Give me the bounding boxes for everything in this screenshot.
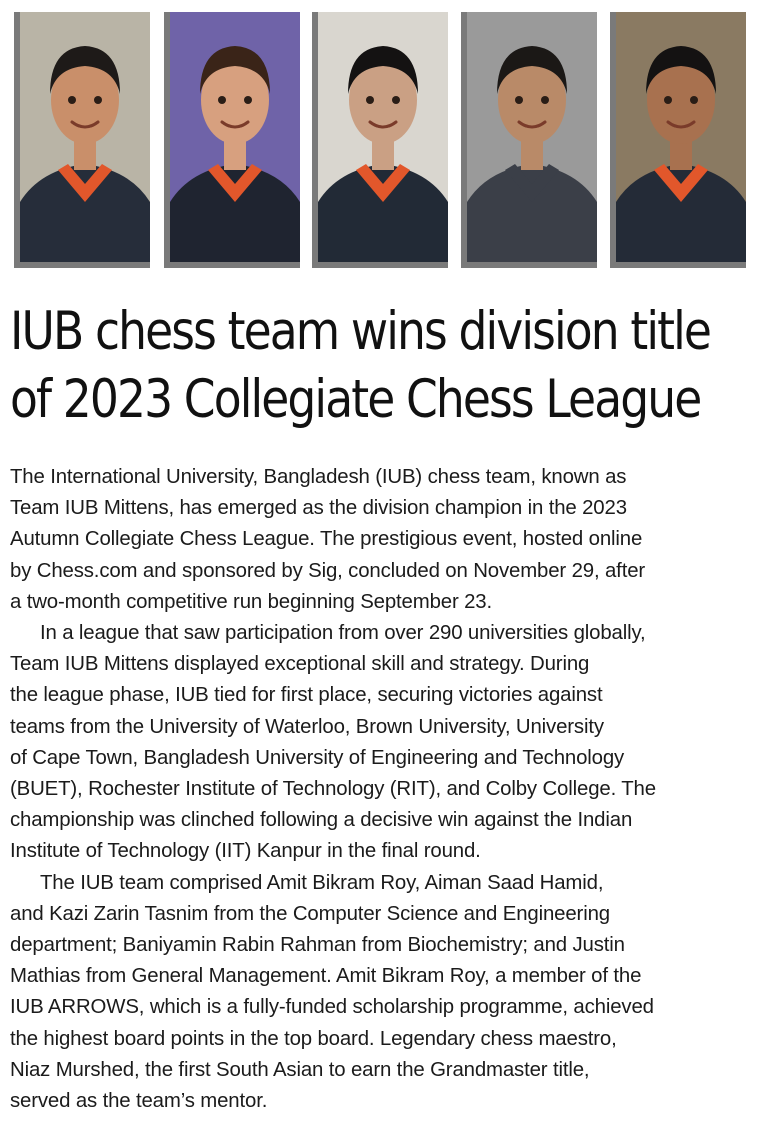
- team-member-photo-3: [312, 12, 448, 268]
- left-eye: [515, 96, 523, 104]
- text-line: The IUB team comprised Amit Bikram Roy, Aiman Saad Hamid,: [40, 871, 604, 894]
- text-line: championship was clinched following a decisive win against the Indian: [10, 809, 633, 832]
- text-line: In a league that saw participation from over 290 universities globally,: [40, 622, 646, 645]
- text-line: Institute of Technology (IIT) Kanpur in the final round.: [10, 840, 481, 863]
- left-eye: [68, 96, 76, 104]
- portrait-illustration: [20, 12, 150, 262]
- left-eye: [664, 96, 672, 104]
- text-line: Team IUB Mittens displayed exceptional skill and strategy. During: [10, 653, 590, 676]
- text-line: (BUET), Rochester Institute of Technology (RIT), and Colby College. The: [10, 778, 656, 801]
- headline: [10, 298, 711, 434]
- paragraph-1: [10, 462, 755, 618]
- paragraph-3: [10, 868, 755, 1118]
- right-eye: [690, 96, 698, 104]
- text-line: Team IUB Mittens, has emerged as the division champion in the 2023: [10, 497, 627, 520]
- photo-strip: [14, 12, 748, 272]
- paragraph-2: [10, 618, 755, 868]
- text-line: The International University, Bangladesh (IUB) chess team, known as: [10, 466, 627, 488]
- headline-line-2: of 2023 Collegiate Chess League: [10, 369, 701, 430]
- team-member-photo-2: [164, 12, 300, 268]
- right-eye: [94, 96, 102, 104]
- team-member-photo-5: [610, 12, 746, 268]
- right-eye: [541, 96, 549, 104]
- text-line: of Cape Town, Bangladesh University of Engineering and Technology: [10, 746, 625, 769]
- team-member-photo-1: [14, 12, 150, 268]
- text-line: served as the team’s mentor.: [10, 1090, 268, 1113]
- text-line: Niaz Murshed, the first South Asian to earn the Grandmaster title,: [10, 1058, 590, 1081]
- right-eye: [392, 96, 400, 104]
- left-eye: [366, 96, 374, 104]
- text-line: and Kazi Zarin Tasnim from the Computer Science and Engineering: [10, 902, 610, 925]
- portrait-illustration: [467, 12, 597, 262]
- article-body: [10, 462, 755, 1117]
- portrait-illustration: [318, 12, 448, 262]
- right-eye: [244, 96, 252, 104]
- portrait-illustration: [170, 12, 300, 262]
- text-line: a two-month competitive run beginning September 23.: [10, 590, 493, 613]
- headline-line-1: IUB chess team wins division title: [10, 301, 711, 362]
- text-line: by Chess.com and sponsored by Sig, concluded on November 29, after: [10, 559, 646, 582]
- text-line: department; Baniyamin Rabin Rahman from Biochemistry; and Justin: [10, 934, 625, 957]
- text-line: the league phase, IUB tied for first place, securing victories against: [10, 684, 603, 707]
- text-line: teams from the University of Waterloo, Brown University, University: [10, 715, 604, 738]
- portrait-illustration: [616, 12, 746, 262]
- text-line: Autumn Collegiate Chess League. The prestigious event, hosted online: [10, 528, 643, 551]
- team-member-photo-4: [461, 12, 597, 268]
- left-eye: [218, 96, 226, 104]
- text-line: Mathias from General Management. Amit Bikram Roy, a member of the: [10, 965, 642, 988]
- text-line: IUB ARROWS, which is a fully-funded scholarship programme, achieved: [10, 996, 654, 1019]
- text-line: the highest board points in the top board. Legendary chess maestro,: [10, 1027, 617, 1050]
